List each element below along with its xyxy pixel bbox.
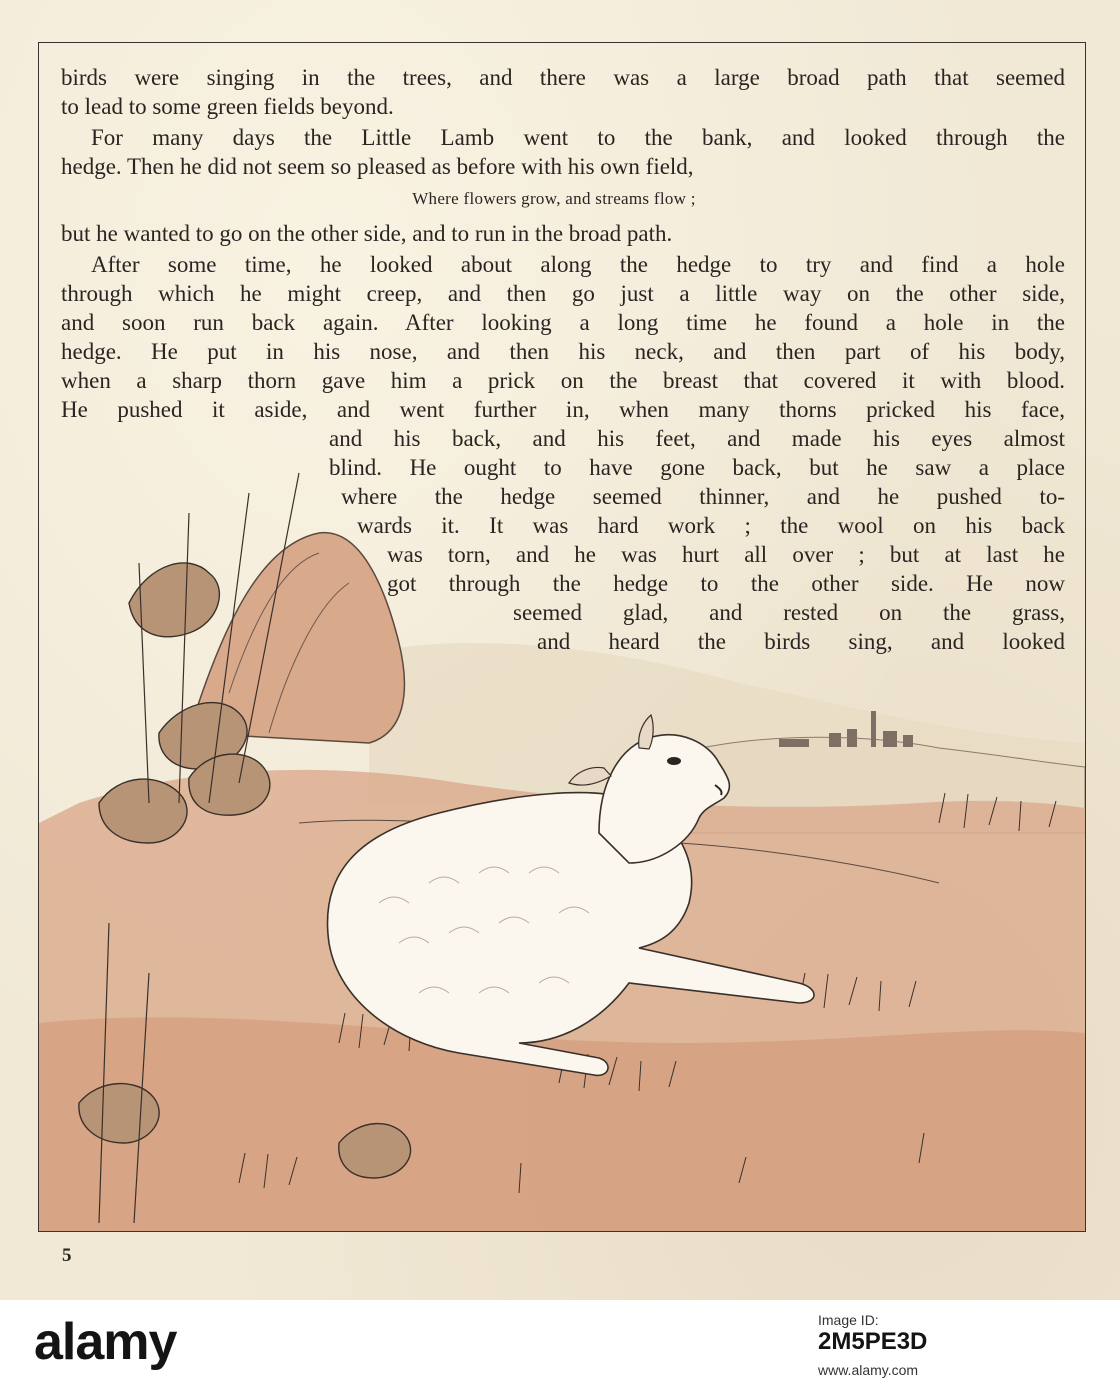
text-line: wards it. It was hard work ; the wool on his back <box>357 513 1065 538</box>
watermark-band <box>0 1300 1120 1390</box>
text-line: when a sharp thorn gave him a prick on the breast that covered it with blood. <box>61 368 1065 393</box>
text-line: and heard the birds sing, and looked <box>537 629 1065 654</box>
text-line: but he wanted to go on the other side, and to run in the broad path. <box>61 221 673 246</box>
text-line: to lead to some green fields beyond. <box>61 94 394 119</box>
watermark-url: www.alamy.com <box>818 1362 919 1378</box>
text-line: seemed glad, and rested on the grass, <box>513 600 1065 625</box>
text-line: hedge. Then he did not seem so pleased as before with his own field, <box>61 154 694 179</box>
text-line: where the hedge seemed thinner, and he pushed to- <box>341 484 1065 509</box>
page-frame <box>38 42 1086 1232</box>
text-line: hedge. He put in his nose, and then his neck, and then part of his body, <box>61 339 1065 364</box>
text-line: and soon run back again. After looking a long time he found a hole in the <box>61 310 1065 335</box>
watermark-id-label: Image ID: <box>818 1312 879 1328</box>
watermark-logo: alamy <box>34 1313 177 1371</box>
text-line: through which he might creep, and then go just a little way on the other side, <box>61 281 1065 306</box>
text-line: and his back, and his feet, and made his eyes almost <box>329 426 1065 451</box>
text-line: blind. He ought to have gone back, but he saw a place <box>329 455 1065 480</box>
watermark-image-id: 2M5PE3D <box>818 1328 928 1355</box>
text-line: got through the hedge to the other side. He now <box>387 571 1065 596</box>
text-line: birds were singing in the trees, and there was a large broad path that seemed <box>61 65 1065 90</box>
text-line: He pushed it aside, and went further in, when many thorns pricked his face, <box>61 397 1065 422</box>
text-line: After some time, he looked about along the hedge to try and find a hole <box>91 252 1065 277</box>
text-line: was torn, and he was hurt all over ; but at last he <box>387 542 1065 567</box>
verse-quote: Where flowers grow, and streams flow ; <box>412 189 696 208</box>
text-line: For many days the Little Lamb went to the bank, and looked through the <box>91 125 1065 150</box>
page-number: 5 <box>62 1245 72 1266</box>
